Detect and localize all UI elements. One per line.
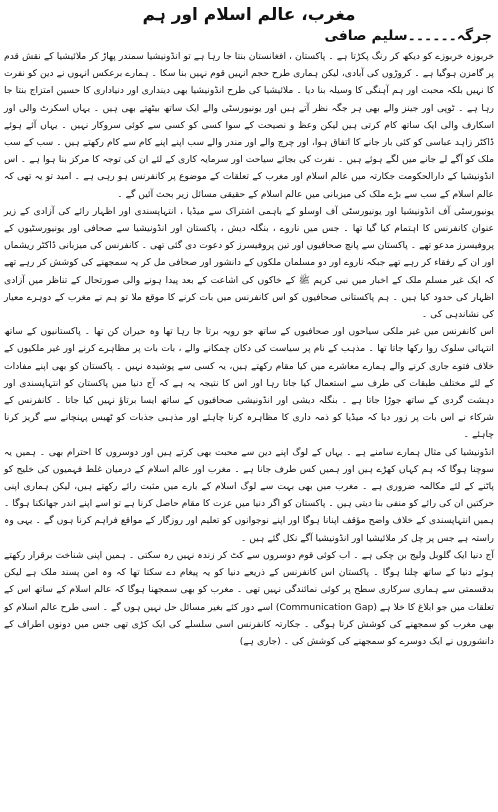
article-byline: جرگہ۔۔۔۔۔۔سلیم صافی (324, 28, 492, 44)
article-paragraph: اس کانفرنس میں غیر ملکی سیاحوں اور صحافیوں کے ساتھ جو رویہ برتا جا رہا تھا وہ حیران کن تھا ۔ پاکستانیوں کے ساتھ انتہائی سلوک روا رکھا جاتا تھا ۔ مذہب کے نام پر سیاست کی دکان چمکانے والے ، بات بات پر مظاہرے کرنے اور غیر ملکیوں کے خلاف فتوے جاری کرنے والے ہمارے معاشرے میں کیا مقام رکھتے ہیں، یہ کسی سے پوشیدہ نہیں ۔ پاکستان کو بھی اپنے مفادات کے لئے مختلف طبقات کی طرف سے استعمال کیا جاتا رہا اور اس کا نتیجہ یہ ہے کہ آج دنیا میں پاکستان کو انتہاپسندی اور دہشت گردی کے ساتھ جوڑا جاتا ہے ۔ بنگلہ دیشی اور انڈونیشی صحافیوں کے ساتھ ایسا برتاؤ نہیں کیا جاتا ۔ کانفرنس کے شرکاء نے اس بات پر زور دیا کہ میڈیا کو ذمہ داری کا مظاہرہ کرنا چاہئے اور مذہبی جذبات کو ٹھیس پہنچانے سے گریز کرنا چاہئے ۔ (4, 326, 494, 441)
article-body (4, 48, 494, 650)
article-paragraph: انڈونیشیا کی مثال ہمارے سامنے ہے ۔ یہاں کے لوگ اپنے دین سے محبت بھی کرتے ہیں اور دوسروں کا احترام بھی ۔ ہمیں یہ سوچنا ہوگا کہ ہم کہاں کھڑے ہیں اور ہمیں کس طرف جانا ہے ۔ مغرب اور عالم اسلام کے درمیان غلط فہمیوں کی خلیج کو پاٹنے کے لئے مکالمہ ضروری ہے ۔ مغرب میں بھی بہت سے لوگ اسلام کے بارے میں مثبت رائے رکھتے ہیں، لیکن ہماری اپنی حرکتیں ان کی رائے کو منفی بنا دیتی ہیں ۔ پاکستان کو اگر دنیا میں عزت کا مقام حاصل کرنا ہے تو اسے اپنے اندر جھانکنا ہوگا ۔ ہمیں انتہاپسندی کے خلاف واضح مؤقف اپنانا ہوگا اور اپنے نوجوانوں کو تعلیم اور روزگار کے مواقع فراہم کرنا ہوں گے ۔ یہی وہ راستہ ہے جس پر چل کر ملائیشیا اور انڈونیشیا آگے نکل گئے ہیں ۔ (4, 446, 494, 544)
article-paragraph: خربوزہ خربوزے کو دیکھ کر رنگ پکڑتا ہے ۔ پاکستان ، افغانستان بنتا جا رہا ہے تو انڈونیشیا سمندر پھاڑ کر ملائیشیا کے نقش قدم پر گامزن ہوگیا ہے ۔ کروڑوں کی آبادی، لیکن ہماری طرح حجم انہیں قوم نہیں بنا سکا ۔ ہمارے برعکس انہوں نے دین کو نفرت کا نہیں بلکہ محبت اور ہم آہنگی کا وسیلہ بنا دیا ۔ ملائیشیا کی طرح انڈونیشیا بھی دینداری اور دنیاداری کا حسین امتزاج بنتا جا رہا ہے ۔ ٹوپی اور جینز والے بھی ہر جگہ نظر آتے ہیں اور یونیورسٹی والے ایک ساتھ بیٹھتے بھی ہیں ۔ یہاں اسکرٹ والی اور اسکارف والی ایک ساتھ کام کرتی ہیں لیکن وعظ و نصیحت کے سوا کسی کو کسی سے کوئی سروکار نہیں ۔ یہاں آئے ہوئے ڈاکٹر زاہد عباسی کو کئی بار جانے کا اتفاق ہوا، اور چرچ والے اور مندر والے سب اپنے اپنے کام سے کام رکھتے ہیں ۔ سب کے سب ملک کو آگے لے جانے میں لگے ہوئے ہیں ۔ نفرت کی بجائے سیاحت اور سرمایہ کاری کے لئے ان کی توجہ کا مرکز بنا ہوا ہے ۔ اس انڈونیشیا کے دارالحکومت جکارتہ میں عالم اسلام اور مغرب کے تعلقات کے موضوع پر کانفرنس ہو رہی ہے ۔ امید تو یہ تھی کہ عالم اسلام کے سب سے بڑے ملک کی میزبانی میں عالم اسلام کے حقیقی مسائل زیر بحث آئیں گے ۔ (4, 51, 494, 200)
article-headline: مغرب، عالم اسلام اور ہم (142, 5, 356, 25)
article-paragraph: آج دنیا ایک گلوبل ولیج بن چکی ہے ۔ اب کوئی قوم دوسروں سے کٹ کر زندہ نہیں رہ سکتی ۔ ہمیں اپنی شناخت برقرار رکھتے ہوئے دنیا کے ساتھ چلنا ہوگا ۔ پاکستان اس کانفرنس کے ذریعے دنیا کو یہ پیغام دے سکتا تھا کہ وہ امن پسند ملک ہے لیکن بدقسمتی سے ہماری سرکاری سطح پر کوئی نمائندگی نہیں تھی ۔ مغرب کو بھی سمجھنا ہوگا کہ عالم اسلام کے ساتھ اس کے تعلقات میں جو ابلاغ کا خلا ہے (Communication Gap) اسے دور کئے بغیر مسائل حل نہیں ہوں گے ۔ اسی طرح عالم اسلام کو بھی مغرب کو سمجھنے کی کوشش کرنا ہوگی ۔ جکارتہ کانفرنس اسی سلسلے کی ایک کڑی تھی جس میں دونوں اطراف کے دانشوروں نے ایک دوسرے کو سمجھنے کی کوشش کی ۔ (جاری ہے) (4, 549, 494, 647)
article-paragraph: یونیورسٹی آف انڈونیشیا اور یونیورسٹی آف اوسلو کے باہمی اشتراک سے میڈیا ، انتہاپسندی اور اظہار رائے کی آزادی کے زیر عنوان کانفرنس کا اہتمام کیا گیا تھا ۔ جس میں ناروے ، بنگلہ دیش ، پاکستان اور انڈونیشیا سے صحافی اور یونیورسٹیوں کے پروفیسرز مدعو تھے ۔ پاکستان سے پانچ صحافیوں اور تین پروفیسرز کو دعوت دی گئی تھی ۔ کانفرنس کی میزبانی ڈاکٹر ریشماں اور ان کے رفقاء کر رہے تھے جبکہ ناروے اور دو مسلمان ملکوں کے دانشور اور صحافی مل کر یہ سمجھنے کی کوشش کر رہے تھے کہ ایک غیر مسلم ملک کے اخبار میں نبی کریم ﷺ کے خاکوں کی اشاعت کے بعد پیدا ہونے والی صورتحال کے تناظر میں آزادی اظہار کی حدود کیا ہیں ۔ ہم پاکستانی صحافیوں کو اس کانفرنس میں بات کرنے کا موقع ملا تو ہم نے مغرب کے دوہرے معیار کی نشاندہی کی ۔ (4, 205, 494, 321)
